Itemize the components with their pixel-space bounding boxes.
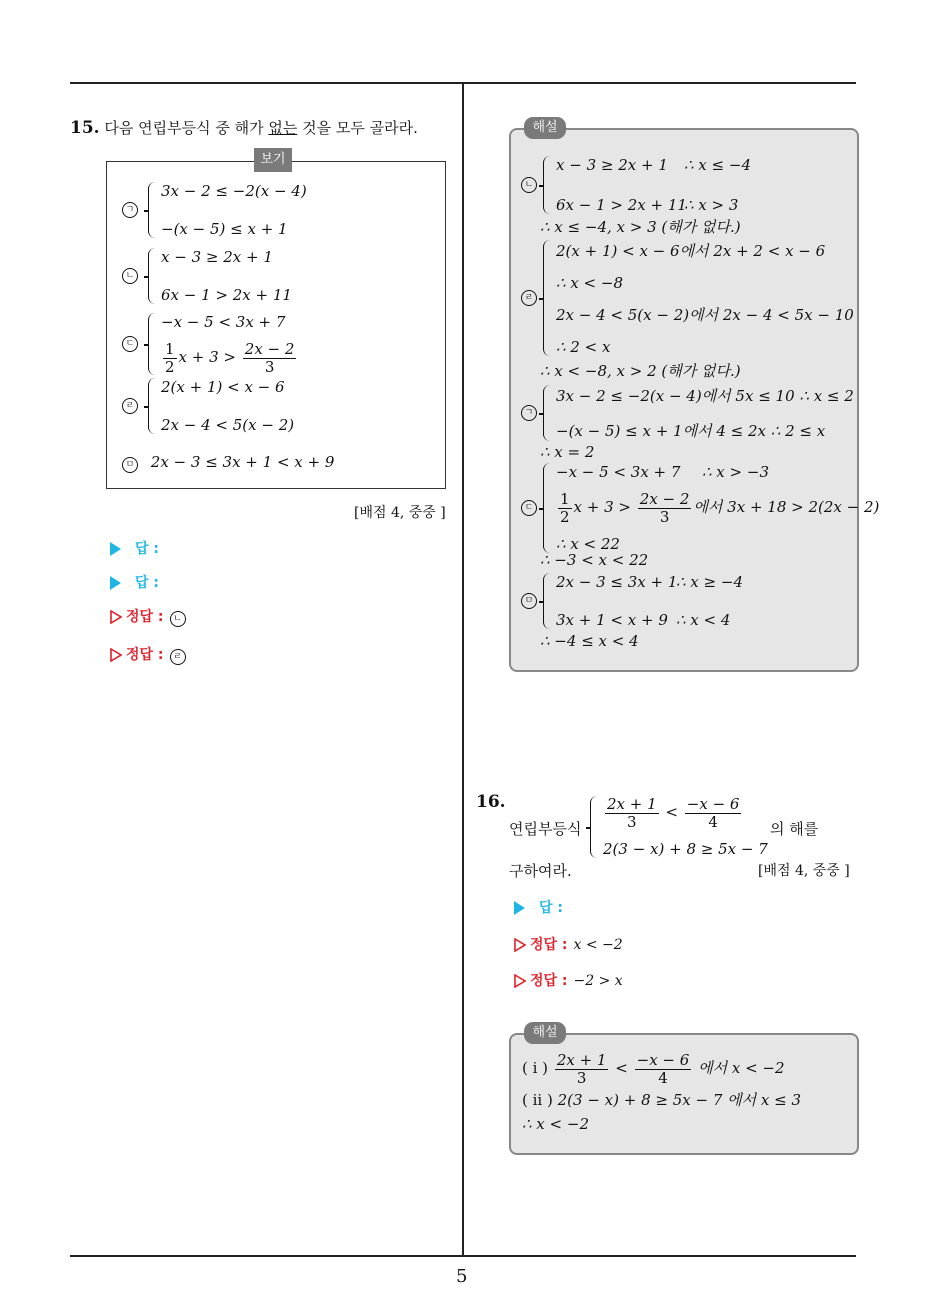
bogi-item-d [122,313,298,375]
q16-answer [514,897,563,917]
bogi-item-n [122,248,292,304]
outline-triangle-icon [514,974,526,988]
frac-den: 4 [658,1068,668,1087]
q15-solution-tag: 해설 [524,117,566,139]
correct-value: ㄹ [170,649,186,665]
sol-line: 2x − 3 ≤ 3x + 1 [556,573,678,591]
marker-d: ㄷ [521,500,537,516]
sol-line: 6x − 1 > 2x + 11 [556,196,687,214]
frac-den: 2 [165,357,175,376]
q15-number: 15. [70,118,100,138]
frac-num: −x − 6 [686,795,740,813]
q16-lt: < [665,803,679,821]
correct-label: 정답 : [530,937,568,953]
q15-answer-2 [110,572,159,592]
q16-text-b: 의 해를 [770,820,819,838]
ineq-line: 2(x + 1) < x − 6 [161,378,285,396]
q16-sol-conclusion: ∴ x < −2 [522,1115,589,1133]
q16-correct-2 [514,970,623,990]
ineq-line-fraction [161,341,298,375]
brace [543,156,550,214]
sol-conclusion: ∴ −4 ≤ x < 4 [540,632,639,650]
sol-line: x − 3 ≥ 2x + 1 [556,156,668,174]
frac-num: 2x + 1 [607,795,657,813]
sol-line: ∴ x < −8 [556,273,623,292]
correct-value: x < −2 [573,937,623,953]
q15-correct-1 [110,606,186,627]
brace [543,385,550,441]
frac-num: 2x + 1 [556,1051,607,1069]
ineq-line: 6x − 1 > 2x + 11 [161,286,292,304]
column-divider [462,83,464,1256]
ineq-line: 3x − 2 ≤ −2(x − 4) [161,182,307,200]
answer-label: 답 : [135,541,159,557]
sol-lt: < [615,1059,628,1077]
brace [148,182,155,238]
frac-mid: x + 3 > [178,348,236,366]
q15-score: [배점 4, 중중 ] [354,505,446,521]
q15-answer-1 [110,538,159,558]
play-icon [110,576,121,590]
frac-num: −x − 6 [636,1051,690,1069]
frac-num: 2x − 2 [639,490,690,508]
sol-tail: 에서 x < −2 [698,1059,785,1077]
q15-text-underlined: 없는 [268,119,298,137]
sol-line: ∴ x > −3 [702,463,769,481]
brace [543,463,550,553]
marker-g: ㄱ [521,405,537,421]
ineq-line: 2(3 − x) + 8 ≥ 5x − 7 [603,840,768,858]
marker-n: ㄴ [521,177,537,193]
ineq-line: 2x − 4 < 5(x − 2) [161,416,295,434]
brace [148,378,155,434]
q15-correct-2 [110,644,186,665]
brace [543,240,550,356]
q15-prompt [70,117,418,138]
correct-value: ㄴ [170,611,186,627]
ineq-line: −x − 5 < 3x + 7 [161,313,286,331]
sol-line: ∴ x < 4 [676,611,731,629]
play-icon [514,901,525,915]
sol-line: 2(x + 1) < x − 6에서 2x + 2 < x − 6 [556,242,826,260]
frac-den: 3 [264,357,275,376]
sol-item-d [521,463,879,553]
outline-triangle-icon [514,938,526,952]
q16-correct-1 [514,934,623,954]
sol-line: ∴ x > 3 [684,196,739,214]
sol-line: ∴ x ≥ −4 [676,573,743,591]
sol-item-m [521,573,743,629]
bogi-label: 보기 [254,148,292,172]
sol-conclusion: ∴ x < −8, x > 2 (해가 없다.) [540,362,741,380]
marker-d: ㄷ [122,336,138,352]
brace [543,573,550,629]
q16-text-c: 구하여라. [509,862,572,880]
correct-label: 정답 : [126,609,164,625]
marker-r: ㄹ [521,290,537,306]
marker-m: ㅁ [521,593,537,609]
outline-triangle-icon [110,610,122,624]
marker-n: ㄴ [122,268,138,284]
sol-item-r [521,240,854,356]
q16-score: [배점 4, 중중 ] [758,863,850,879]
frac-den: 2 [560,507,570,526]
bottom-rule [70,1255,856,1257]
bogi-item-m [122,453,334,473]
sol-line: −(x − 5) ≤ x + 1에서 4 ≤ 2x ∴ 2 ≤ x [556,422,826,440]
frac-num: 2x − 2 [244,340,295,358]
play-icon [110,542,121,556]
frac-den: 3 [627,812,637,831]
sol-item-g [521,385,854,441]
correct-label: 정답 : [126,647,164,663]
marker-r: ㄹ [122,398,138,414]
q16-text-a: 연립부등식 [509,820,582,838]
q16-solution-tag: 해설 [524,1022,566,1044]
frac-num: 1 [165,340,175,358]
bogi-item-r [122,378,294,434]
q15-text-before: 다음 연립부등식 중 해가 [104,119,264,137]
q15-text-after: 것을 모두 골라라. [302,119,418,137]
page-number: 5 [456,1266,468,1287]
frac-den: 4 [708,812,718,831]
sol-frac-mid: x + 3 > [573,498,631,516]
q16-system [590,796,768,858]
ineq-line: 2x − 3 ≤ 3x + 1 < x + 9 [150,453,335,471]
sol-line: ∴ x ≤ −4 [684,156,751,174]
brace [148,248,155,304]
correct-value: −2 > x [573,973,623,989]
sol-line: 3x + 1 < x + 9 [556,611,668,629]
brace [148,313,155,375]
frac-num: 1 [560,490,570,508]
correct-label: 정답 : [530,973,568,989]
frac-den: 3 [576,1068,587,1087]
answer-label: 답 : [135,575,159,591]
frac-den: 3 [659,507,670,526]
ineq-line: −(x − 5) ≤ x + 1 [161,220,288,238]
case-label: ( i ) [522,1059,549,1077]
sol-line: 2(3 − x) + 8 ≥ 5x − 7 에서 x ≤ 3 [557,1091,802,1109]
sol-line: ∴ x < 22 [556,535,620,553]
outline-triangle-icon [110,648,122,662]
sol-line: −x − 5 < 3x + 7 [556,463,681,481]
brace [590,796,597,858]
sol-line: 2x − 4 < 5(x − 2)에서 2x − 4 < 5x − 10 [556,306,854,325]
case-label: ( ii ) [522,1091,553,1109]
sol-conclusion: ∴ −3 < x < 22 [540,551,649,569]
sol-line: ∴ 2 < x [556,337,611,356]
marker-m: ㅁ [122,457,138,473]
sol-conclusion: ∴ x = 2 [540,443,595,461]
answer-label: 답 : [539,900,563,916]
sol-conclusion: ∴ x ≤ −4, x > 3 (해가 없다.) [540,218,741,236]
marker-g: ㄱ [122,202,138,218]
q16-sol-line-ii [522,1089,801,1110]
q16-sol-line-i [522,1052,785,1086]
sol-item-n [521,156,751,214]
q16-number: 16. [476,792,506,812]
sol-line: 3x − 2 ≤ −2(x − 4)에서 5x ≤ 10 ∴ x ≤ 2 [556,387,854,405]
ineq-line: x − 3 ≥ 2x + 1 [161,248,273,266]
sol-frac-tail: 에서 3x + 18 > 2(2x − 2) [693,498,880,516]
bogi-item-g [122,182,307,238]
